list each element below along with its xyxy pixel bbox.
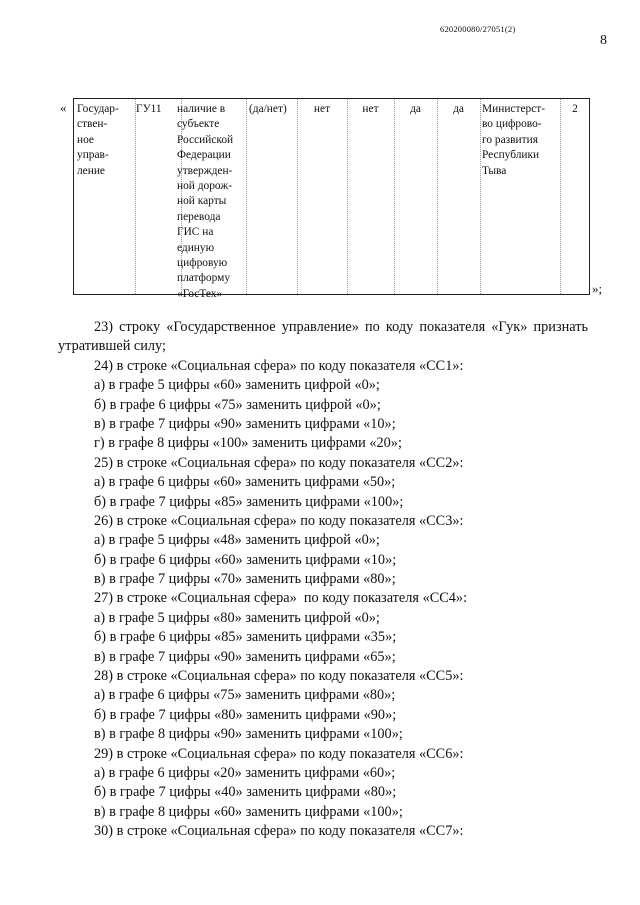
paragraph-30: 30) в строке «Социальная сфера» по коду показателя «СС7»: [94, 823, 464, 840]
column-divider [560, 99, 561, 294]
cell-value-1: нет [313, 103, 331, 115]
paragraph-23-line-1: 23) строку «Государственное управление» по коду показателя «Гук» признать [94, 319, 588, 335]
paragraph-28-c: в) в графе 8 цифры «90» заменить цифрами «100»; [94, 726, 403, 743]
cell-weight: 2 [572, 103, 578, 115]
cell-value-4: да [453, 103, 464, 115]
paragraph-29-c: в) в графе 8 цифры «60» заменить цифрами «100»; [94, 803, 403, 820]
paragraph-27-b: б) в графе 6 цифры «85» заменить цифрами «35»; [94, 629, 397, 646]
paragraph-27-a: а) в графе 5 цифры «80» заменить цифрой «0»; [94, 609, 380, 626]
column-divider [347, 99, 348, 294]
paragraph-24-a: а) в графе 5 цифры «60» заменить цифрой «0»; [94, 377, 380, 394]
paragraph-25: 25) в строке «Социальная сфера» по коду показателя «СС2»: [94, 454, 464, 471]
column-divider [394, 99, 395, 294]
paragraph-27-c: в) в графе 7 цифры «90» заменить цифрами «65»; [94, 648, 396, 665]
document-id: 620200080/27051(2) [440, 24, 516, 34]
paragraph-26-b: б) в графе 6 цифры «60» заменить цифрами «10»; [94, 551, 397, 568]
column-divider [135, 99, 136, 294]
page-number: 8 [600, 33, 607, 48]
cell-sector: Государ- ствен- ное управ- ление [77, 103, 119, 177]
paragraph-24-b: б) в графе 6 цифры «75» заменить цифрой «0»; [94, 396, 381, 413]
paragraph-28: 28) в строке «Социальная сфера» по коду показателя «СС5»: [94, 668, 464, 685]
paragraph-24-d: г) в графе 8 цифры «100» заменить цифрами «20»; [94, 435, 402, 452]
paragraph-25-b: б) в графе 7 цифры «85» заменить цифрами «100»; [94, 493, 404, 510]
paragraph-25-a: а) в графе 6 цифры «60» заменить цифрами «50»; [94, 474, 396, 491]
cell-value-3: да [410, 103, 421, 115]
amendments-text [58, 318, 588, 842]
table-close-quote: »; [592, 281, 603, 296]
paragraph-24: 24) в строке «Социальная сфера» по коду показателя «СС1»: [94, 357, 464, 374]
paragraph-26: 26) в строке «Социальная сфера» по коду показателя «СС3»: [94, 512, 464, 529]
paragraph-27: 27) в строке «Социальная сфера» по коду показателя «СС4»: [94, 590, 468, 607]
paragraph-28-b: б) в графе 7 цифры «80» заменить цифрами «90»; [94, 706, 397, 723]
column-divider [297, 99, 298, 294]
paragraph-23-line-2: утратившей силу; [58, 338, 166, 355]
cell-unit: (да/нет) [249, 103, 287, 115]
paragraph-26-c: в) в графе 7 цифры «70» заменить цифрами «80»; [94, 571, 396, 588]
column-divider [480, 99, 481, 294]
amendment-table-block [60, 98, 603, 300]
cell-code: ГУ11 [136, 103, 162, 115]
cell-value-2: нет [362, 103, 379, 115]
paragraph-29: 29) в строке «Социальная сфера» по коду показателя «СС6»: [94, 745, 464, 762]
paragraph-29-a: а) в графе 6 цифры «20» заменить цифрами «60»; [94, 764, 396, 781]
cell-responsible: Министерст- во цифрово- го развития Республики Тыва [482, 103, 546, 177]
paragraph-28-a: а) в графе 6 цифры «75» заменить цифрами «80»; [94, 687, 396, 704]
paragraph-29-b: б) в графе 7 цифры «40» заменить цифрами «80»; [94, 784, 397, 801]
amendment-table [73, 98, 590, 300]
paragraph-24-c: в) в графе 7 цифры «90» заменить цифрами «10»; [94, 415, 396, 432]
column-divider [437, 99, 438, 294]
table-open-quote: « [60, 100, 67, 115]
paragraph-26-a: а) в графе 5 цифры «48» заменить цифрой «0»; [94, 532, 380, 549]
cell-indicator: наличие в субъекте Российской Федерации утвержден- ной дорож- ной карты перевода ГИС на единую цифровую платформу «ГосТех» [177, 103, 234, 300]
